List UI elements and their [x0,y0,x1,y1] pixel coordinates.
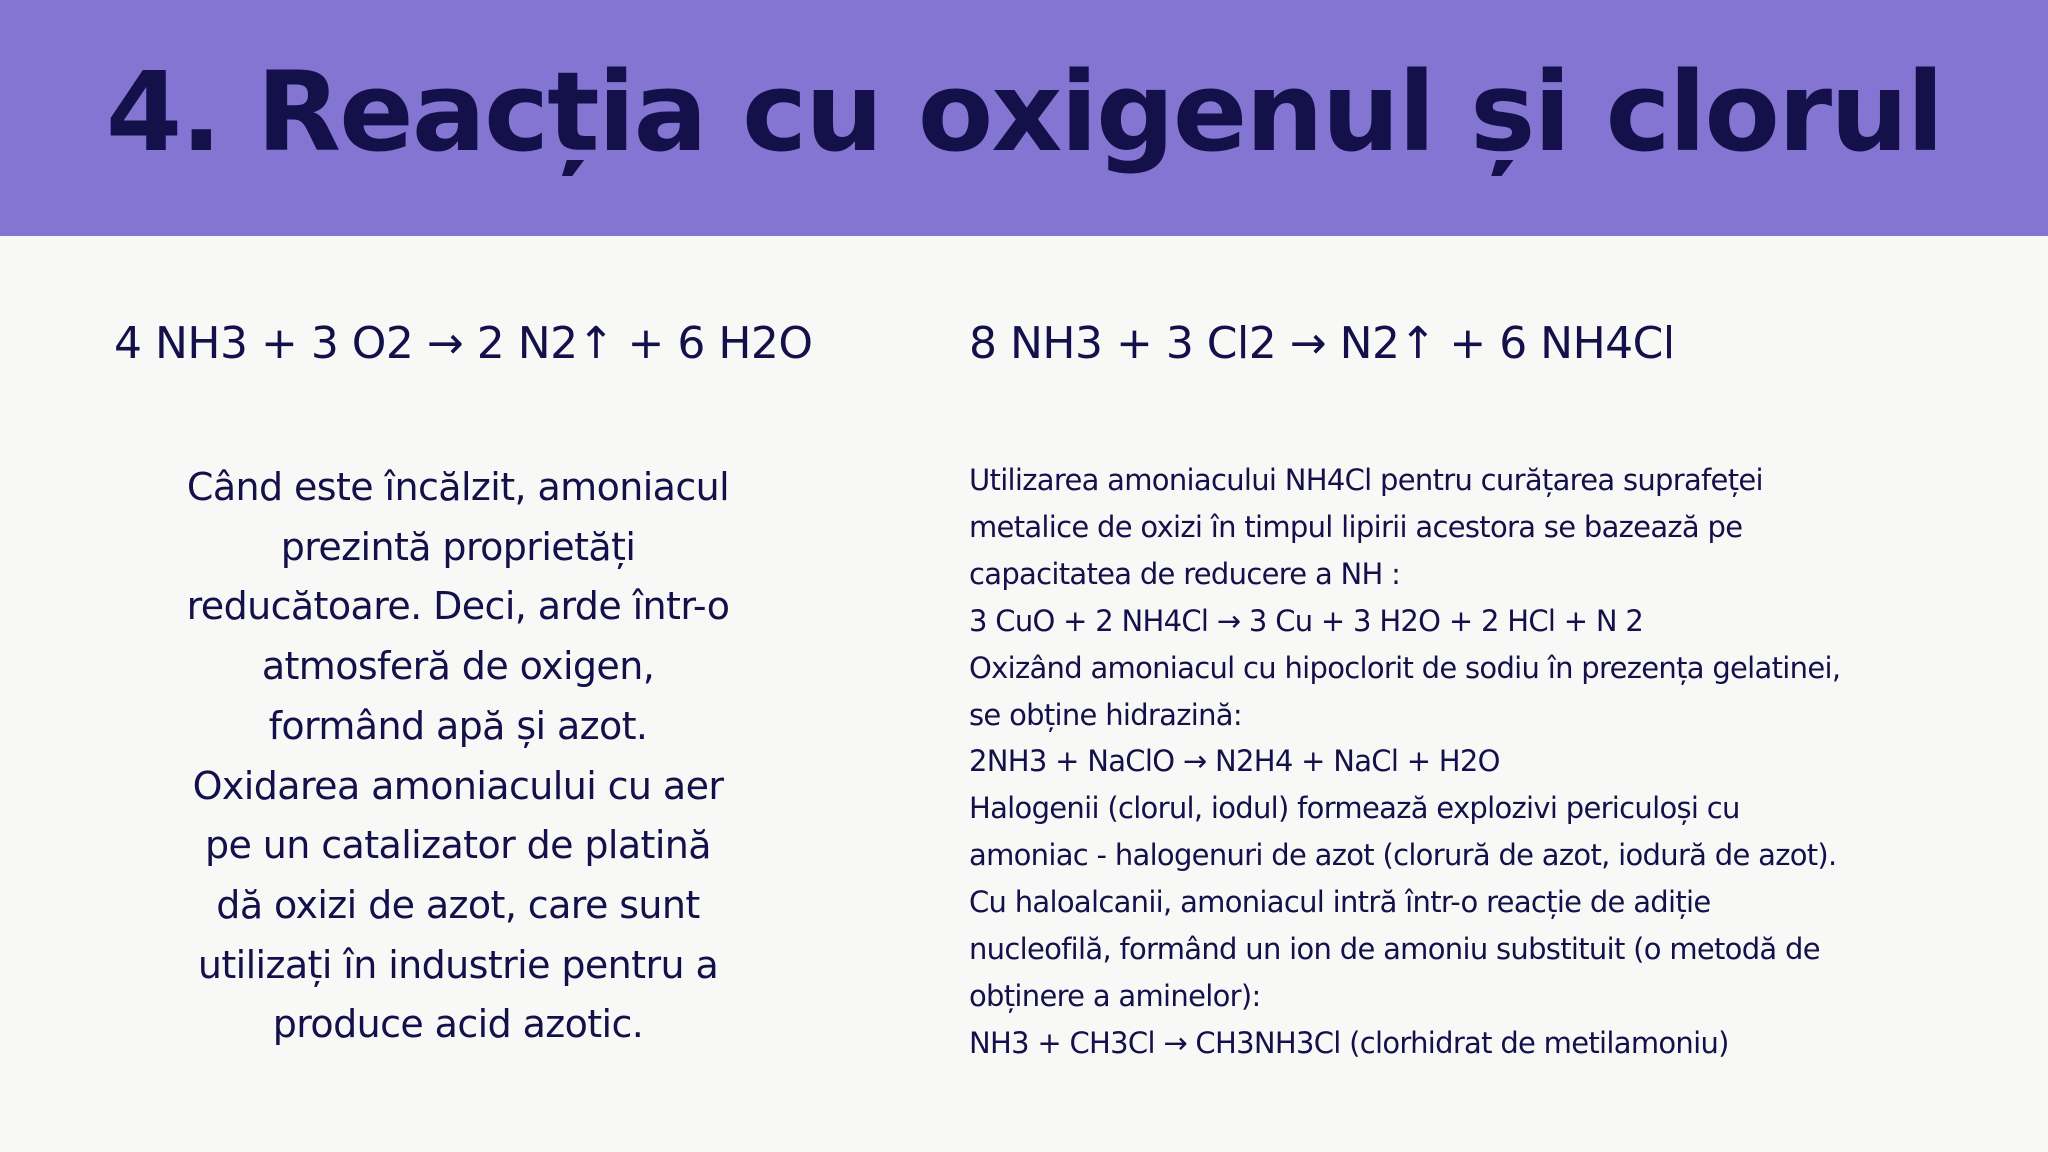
paragraph-line: metalice de oxizi în timpul lipirii acestora se bazează pe [969,509,1743,544]
reaction-equation-line: 2NH3 + NaClO → N2H4 + NaCl + H2O [969,744,1500,779]
paragraph-line: nucleofilă, formând un ion de amoniu substituit (o metodă de [969,932,1820,967]
paragraph-line: reducătoare. Deci, arde într-o [186,584,730,629]
paragraph-line: Cu haloalcanii, amoniacul intră într-o reacție de adiție [969,885,1711,920]
paragraph-line: atmosferă de oxigen, [261,644,655,689]
paragraph-line: capacitatea de reducere a NH : [969,556,1401,591]
paragraph-line: Utilizarea amoniacului NH4Cl pentru curățarea suprafeței [969,463,1763,497]
paragraph-line: obținere a aminelor): [969,978,1261,1013]
chlorine-reaction-description [969,457,1969,1067]
paragraph-line: utilizați în industrie pentru a [197,942,719,987]
paragraph-line: dă oxizi de azot, care sunt [216,882,700,927]
reaction-equation-line: 3 CuO + 2 NH4Cl → 3 Cu + 3 H2O + 2 HCl + N 2 [969,603,1644,638]
paragraph-line: produce acid azotic. [272,1002,644,1047]
paragraph-line: Halogenii (clorul, iodul) formează explozivi periculoși cu [969,791,1740,826]
paragraph-line: amoniac - halogenuri de azot (clorură de azot, iodură de azot). [969,838,1837,873]
reaction-equation-line: NH3 + CH3Cl → CH3NH3Cl (clorhidrat de metilamoniu) [969,1025,1729,1060]
paragraph-line: Oxizând amoniacul cu hipoclorit de sodiu în prezența gelatinei, [969,650,1841,685]
paragraph-line: se obține hidrazină: [969,697,1242,732]
paragraph-line: formând apă și azot. [268,703,648,748]
title-banner [0,0,2048,236]
oxygen-reaction-equation: 4 NH3 + 3 O2 → 2 N2↑ + 6 H2O [114,318,813,369]
oxygen-reaction-description [114,458,802,1055]
paragraph-line: prezintă proprietăți [280,524,636,569]
paragraph-line: Oxidarea amoniacului cu aer [192,763,724,808]
paragraph-line: pe un catalizator de platină [205,823,711,868]
chlorine-reaction-equation: 8 NH3 + 3 Cl2 → N2↑ + 6 NH4Cl [969,318,1675,369]
paragraph-line: Când este încălzit, amoniacul [186,465,730,509]
slide-title: 4. Reacția cu oxigenul și clorul [105,48,1943,176]
